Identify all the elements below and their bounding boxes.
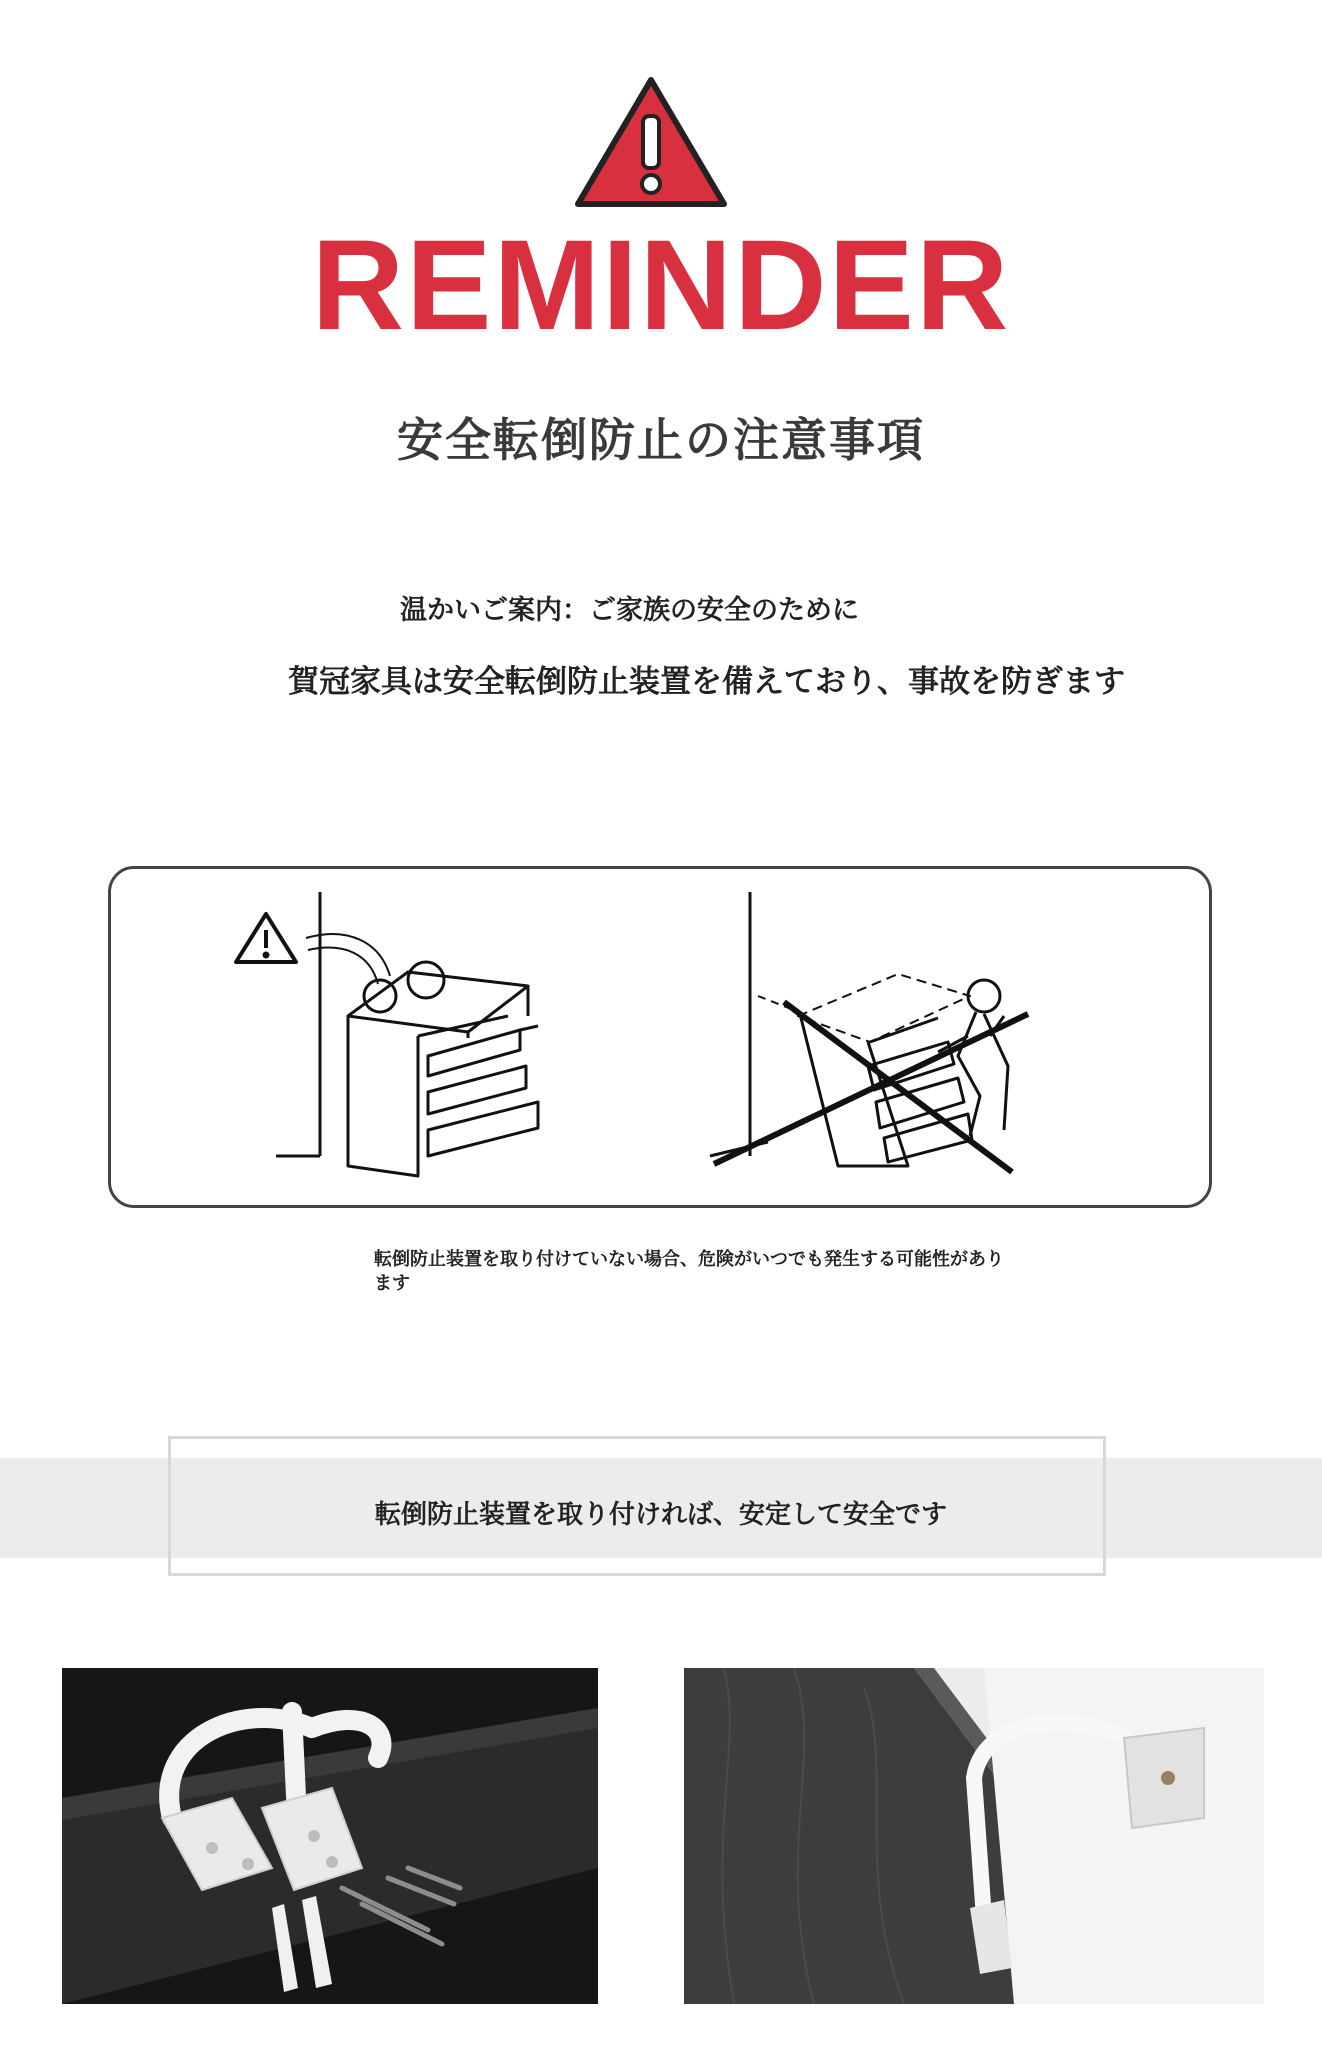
small-warning-icon [236, 914, 296, 962]
installed-strap-photo [684, 1668, 1264, 2004]
cross-out-line-1 [714, 1014, 1028, 1164]
intro-line-2: 賀冠家具は安全転倒防止装置を備えており、事故を防ぎます [288, 664, 1125, 700]
page-subtitle: 安全転倒防止の注意事項 [397, 413, 925, 467]
page-title: REMINDER [311, 214, 1011, 357]
child-figure [938, 980, 1008, 1136]
dresser-secured [348, 972, 538, 1176]
dresser-tipping [758, 974, 972, 1166]
banner-text: 転倒防止装置を取り付ければ、安定して安全です [374, 1500, 947, 1530]
strap-kit-photo [62, 1668, 598, 2004]
tip-over-diagram [108, 866, 1212, 1208]
warning-triangle-icon [574, 76, 728, 210]
intro-line-1: 温かいご案内：ご家族の安全のために [400, 595, 859, 626]
diagram-caption: 転倒防止装置を取り付けていない場合、危険がいつでも発生する可能性があります [374, 1249, 1004, 1295]
strap-detail-circle-right [408, 962, 444, 998]
